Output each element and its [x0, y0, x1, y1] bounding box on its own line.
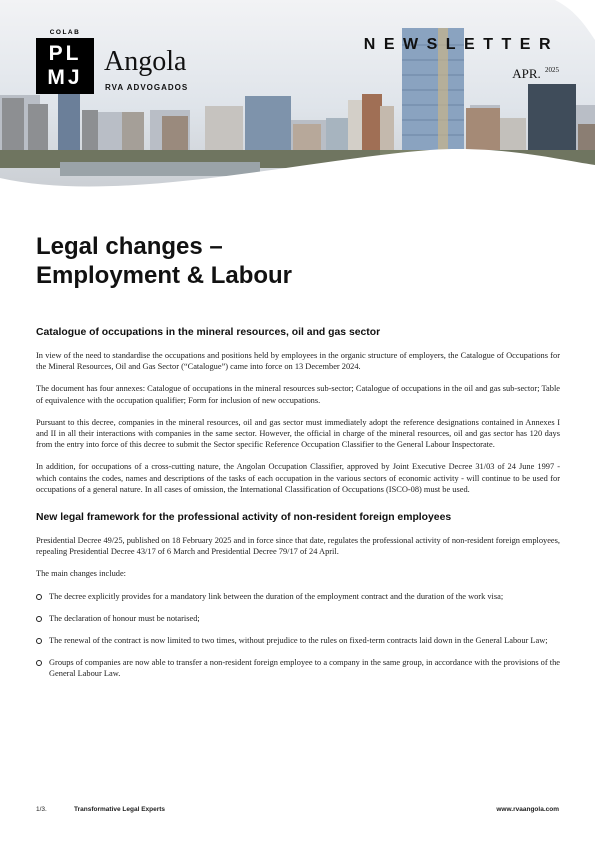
list-item [36, 591, 560, 602]
page-title [36, 232, 292, 290]
section-1-heading: Catalogue of occupations in the mineral resources, oil and gas sector [36, 327, 381, 338]
logo-colab-text: COLAB [49, 29, 81, 36]
list-item-text: The declaration of honour must be notarised; [49, 613, 200, 623]
footer-website-link[interactable]: www.rvaangola.com [496, 806, 559, 813]
changes-list [36, 591, 560, 680]
footer-tagline: Transformative Legal Experts [74, 806, 166, 813]
title-line-2: Employment & Labour [36, 262, 293, 289]
logo-plmj-text: PL [48, 42, 82, 65]
logo-plmj-text-line-2: MJ [47, 66, 83, 89]
section-2-heading: New legal framework for the professional activity of non-resident foreign employees [36, 512, 452, 524]
bullet-icon [36, 594, 42, 600]
list-item-text: The decree explicitly provides for a mandatory link between the duration of the employment contract and the duration of the work visa; [49, 591, 504, 601]
plmj-logo [36, 29, 94, 94]
brand-name: Angola [104, 46, 187, 77]
title-line-1: Legal changes – [36, 233, 223, 260]
bullet-icon [36, 616, 42, 622]
section-1-paragraph: In view of the need to standardise the occupations and positions held by employees in the organic structure of employers, the Catalogue of Occupations for the Mineral Resources, Oil and Gas Sector (“Catalogue”) came into force on 13 December 2024. [36, 351, 560, 372]
page-number: 1/3. [36, 806, 47, 813]
article-body [36, 326, 560, 691]
section-1-paragraph: The document has four annexes: Catalogue of occupations in the mineral resources sub-sector; Catalogue of occupations in the oil and gas sub-sector; Table of equivalence with the occupation qualifier; Form for inclusion of new occupations. [36, 384, 560, 405]
issue-month: APR. [512, 66, 541, 81]
issue-date [512, 66, 559, 82]
section-2-paragraph: Presidential Decree 49/25, published on 18 February 2025 and in force since that date, regulates the professional activity of non-resident foreign employees, repealing Presidential Decree 43/17 of 6 March and Presidential Decree 79/17 of 24 April. [36, 536, 560, 557]
list-item-text: Groups of companies are now able to transfer a non-resident foreign employee to a company in the same group, in accordance with the provisions of the General Labour Law. [49, 658, 560, 679]
header-banner [0, 0, 595, 195]
brand-subtitle: RVA ADVOGADOS [105, 83, 189, 92]
newsletter-label: NEWSLETTER [363, 36, 559, 53]
issue-year: 2025 [545, 66, 559, 74]
list-item [36, 635, 560, 646]
list-item [36, 657, 560, 679]
section-1-paragraph: In addition, for occupations of a cross-cutting nature, the Angolan Occupation Classifier, approved by Joint Executive Decree 31/03 of 24 June 1997 - which contains the codes, names and descriptions of the tasks of each occupation in the various sectors of economic activity - will continue to be used for occupations of a general nature. In all cases of omission, the International Classification of Occupations (ISCO-08) must be used. [36, 462, 560, 494]
section-1-paragraph: Pursuant to this decree, companies in the mineral resources, oil and gas sector must immediately adopt the reference designations contained in Annexes I and II in all their interactions with companies in the same sector. However, the official in charge of the mineral resources, oil and gas sector has 120 days from the entry into force of this decree to submit the Sector specific Reference Occupation Classifier to the General Labour Inspectorate. [36, 417, 560, 450]
list-item-text: The renewal of the contract is now limited to two times, without prejudice to the rules on fixed-term contracts laid down in the General Labour Law; [49, 636, 548, 646]
bullet-icon [36, 638, 42, 644]
list-item [36, 613, 560, 624]
section-2-paragraph: The main changes include: [36, 569, 126, 579]
bullet-icon [36, 660, 42, 666]
